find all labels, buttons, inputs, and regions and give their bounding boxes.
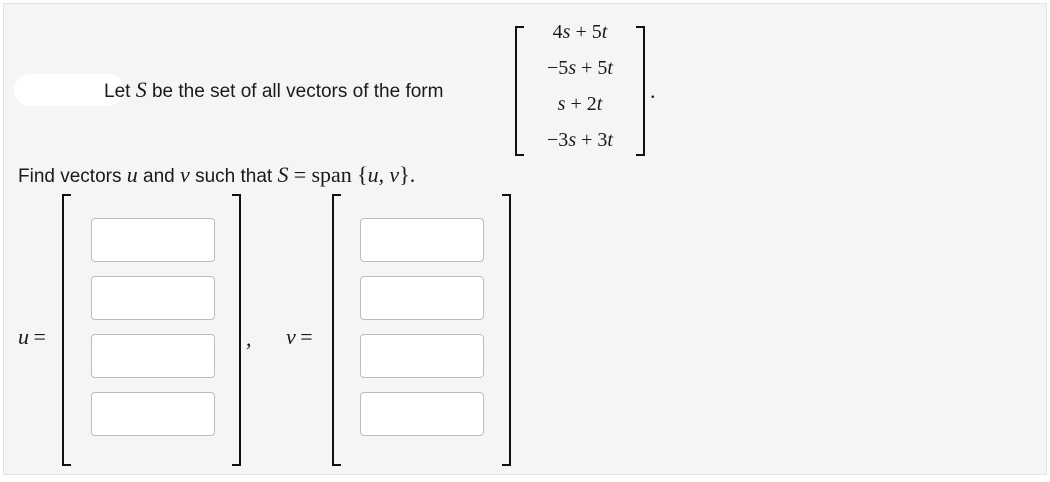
u-entry-1-input[interactable]: [91, 218, 215, 262]
and-text: and: [143, 166, 175, 187]
u-entry-4-input[interactable]: [91, 392, 215, 436]
v-entry-1-input[interactable]: [360, 218, 484, 262]
statement-prefix: Let: [104, 81, 131, 102]
v-symbol: v: [180, 162, 190, 187]
u-symbol: u: [126, 162, 138, 187]
span-word: span: [311, 162, 352, 187]
find-line: [18, 162, 415, 188]
span-u: u: [367, 162, 379, 187]
span-v: v: [389, 162, 400, 187]
form-vector-entry-1: 4s + 5t: [552, 21, 608, 43]
such-that-text: such that: [195, 166, 273, 187]
v-left-bracket: [332, 194, 341, 466]
u-entry-2-input[interactable]: [91, 276, 215, 320]
v-right-bracket: [502, 194, 511, 466]
u-entry-3-input[interactable]: [91, 334, 215, 378]
v-label: v =: [286, 324, 313, 349]
equals-sign: =: [293, 162, 307, 187]
span-comma: ,: [378, 162, 385, 187]
u-left-bracket: [62, 194, 71, 466]
v-entry-4-input[interactable]: [360, 392, 484, 436]
question-panel: [3, 3, 1047, 475]
u-label: u =: [18, 324, 46, 349]
find-prefix: Find vectors: [18, 166, 122, 187]
form-vector-entry-3: s + 2t: [557, 93, 603, 115]
statement-suffix: be the set of all vectors of the form: [151, 81, 444, 102]
span-close-brace: }: [399, 162, 410, 187]
span-end-period: .: [409, 162, 416, 187]
vector-separator-comma: ,: [246, 326, 252, 351]
set-symbol: S: [135, 77, 147, 102]
form-vector-entry-4: −3s + 3t: [547, 129, 613, 151]
statement-period: .: [650, 78, 656, 103]
u-right-bracket: [232, 194, 241, 466]
v-entry-2-input[interactable]: [360, 276, 484, 320]
span-open-brace: {: [357, 162, 368, 187]
span-set-symbol: S: [277, 162, 289, 187]
form-vector-entry-2: −5s + 5t: [547, 57, 613, 79]
v-entry-3-input[interactable]: [360, 334, 484, 378]
statement-line: [104, 77, 443, 103]
